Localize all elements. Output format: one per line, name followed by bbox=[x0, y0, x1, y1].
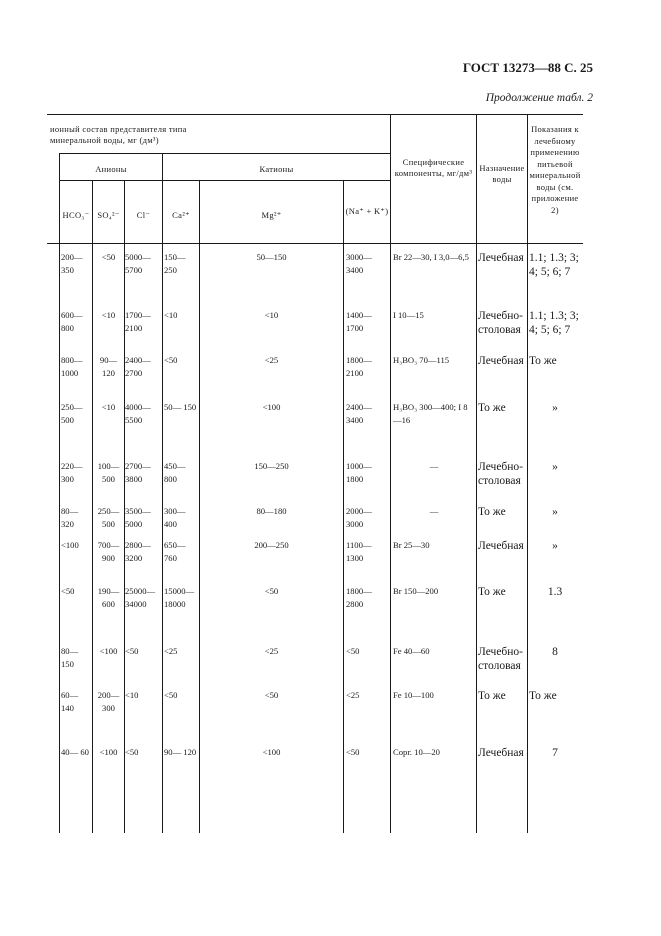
purpose-header: Назначение воды bbox=[479, 163, 525, 184]
table-cell-mg: <25 bbox=[264, 646, 279, 656]
table-cell-purpose: Лечебно- столовая bbox=[478, 310, 524, 336]
table-cell-nak: <25 bbox=[346, 690, 360, 700]
table-cell-comp: H₃BO₃ 300—400; I 8—16 bbox=[393, 402, 468, 425]
table-cell-purpose: Лечебно- столовая bbox=[478, 461, 524, 487]
table-cell-purpose: Лечебная bbox=[478, 540, 524, 552]
table-cell-ind: 1.3 bbox=[547, 586, 563, 598]
table-cell-hco3: <100 bbox=[61, 540, 79, 550]
table-cell-mg: 200—250 bbox=[254, 540, 289, 550]
table-cell-cl: <10 bbox=[125, 690, 139, 700]
table-cell-ca: <25 bbox=[164, 646, 178, 656]
table-cell-ca: 15000— 18000 bbox=[164, 586, 195, 609]
table-cell-hco3: 60— 140 bbox=[61, 690, 79, 713]
table-cell-so4: <10 bbox=[101, 310, 116, 320]
table-cell-purpose: Лечебно- столовая bbox=[478, 646, 524, 672]
table-cell-comp: Br 25—30 bbox=[393, 540, 430, 550]
table-continuation-label: Продолжение табл. 2 bbox=[485, 92, 593, 104]
header-bottom-rule bbox=[47, 243, 583, 244]
col-line bbox=[476, 114, 477, 833]
table-cell-mg: <100 bbox=[262, 747, 281, 757]
col-line bbox=[162, 153, 163, 833]
table-cell-purpose: Лечебная bbox=[478, 252, 524, 264]
table-cell-purpose: То же bbox=[478, 402, 506, 414]
indications-header: Показания к лечебному применению питьевой минеральной воды (см. приложение 2) bbox=[529, 124, 581, 215]
table-cell-ind: То же bbox=[529, 355, 557, 367]
table-cell-mg: 50—150 bbox=[256, 252, 287, 262]
table-cell-cl: 25000— 34000 bbox=[125, 586, 156, 609]
col-line bbox=[390, 114, 391, 833]
cl-header: Cl⁻ bbox=[136, 210, 151, 220]
na-k-header: (Na⁺ + K⁺) bbox=[345, 206, 389, 216]
table-cell-ca: 90— 120 bbox=[164, 747, 197, 757]
table-cell-comp: I 10—15 bbox=[393, 310, 424, 320]
table-cell-ca: 650— 760 bbox=[164, 540, 186, 563]
table-cell-nak: 3000— 3400 bbox=[346, 252, 372, 275]
table-cell-so4: 190— 600 bbox=[97, 586, 120, 609]
table-cell-ind: » bbox=[552, 540, 558, 552]
table-cell-mg: 80—180 bbox=[256, 506, 287, 516]
table-cell-comp: — bbox=[429, 461, 439, 471]
table-cell-ca: <10 bbox=[164, 310, 178, 320]
table-cell-mg: <50 bbox=[264, 586, 279, 596]
table-cell-ind: 7 bbox=[552, 747, 558, 759]
table-cell-ca: 150— 250 bbox=[164, 252, 186, 275]
table-cell-hco3: 40— 60 bbox=[61, 747, 89, 757]
table-cell-cl: 4000— 5500 bbox=[125, 402, 151, 425]
ca-header: Ca²⁺ bbox=[172, 210, 190, 220]
table-cell-ca: 50— 150 bbox=[164, 402, 197, 412]
table-top-rule bbox=[47, 114, 583, 115]
table-cell-mg: <25 bbox=[264, 355, 279, 365]
table-cell-cl: 2700— 3800 bbox=[125, 461, 151, 484]
table-cell-purpose: Лечебная bbox=[478, 355, 524, 367]
page-title: ГОСТ 13273—88 С. 25 bbox=[462, 60, 593, 75]
col-line bbox=[343, 180, 344, 833]
table-cell-ca: 300— 400 bbox=[164, 506, 186, 529]
table-cell-purpose: То же bbox=[478, 506, 506, 518]
table-cell-cl: 2800— 3200 bbox=[125, 540, 151, 563]
table-cell-hco3: 600— 800 bbox=[61, 310, 83, 333]
table-cell-nak: 1000— 1800 bbox=[346, 461, 372, 484]
table-cell-nak: 1100— 1300 bbox=[346, 540, 372, 563]
table-cell-comp: Br 150—200 bbox=[393, 586, 439, 596]
table-cell-ca: <50 bbox=[164, 690, 178, 700]
table-cell-nak: 2400— 3400 bbox=[346, 402, 372, 425]
table-cell-so4: 700— 900 bbox=[97, 540, 120, 563]
table-cell-nak: <50 bbox=[346, 646, 360, 656]
table-cell-cl: 3500— 5000 bbox=[125, 506, 151, 529]
table-cell-so4: <10 bbox=[101, 402, 116, 412]
components-header: Специфические компоненты, мг/дм³ bbox=[394, 157, 473, 178]
table-cell-so4: <100 bbox=[99, 646, 118, 656]
table-cell-ind: 8 bbox=[552, 646, 558, 658]
col-line bbox=[527, 114, 528, 833]
table-cell-hco3: 220— 300 bbox=[61, 461, 83, 484]
table-cell-so4: 100— 500 bbox=[97, 461, 120, 484]
table-cell-mg: <100 bbox=[262, 402, 281, 412]
table-cell-ind: » bbox=[552, 461, 558, 473]
table-cell-hco3: 200— 350 bbox=[61, 252, 83, 275]
table-cell-comp: Fe 10—100 bbox=[393, 690, 434, 700]
table-cell-ind: » bbox=[552, 506, 558, 518]
table-cell-comp: Br 22—30, I 3,0—6,5 bbox=[393, 252, 469, 262]
col-line bbox=[59, 153, 60, 833]
table-cell-nak: 2000— 3000 bbox=[346, 506, 372, 529]
anions-cations-top-rule bbox=[59, 153, 390, 154]
table-cell-nak: 1400— 1700 bbox=[346, 310, 372, 333]
table-cell-comp: H₃BO₃ 70—115 bbox=[393, 355, 450, 365]
ions-sub-rule bbox=[59, 180, 390, 181]
table-cell-comp: Fe 40—60 bbox=[393, 646, 430, 656]
table-cell-comp: Cорг. 10—20 bbox=[393, 747, 440, 757]
table-cell-hco3: 80— 320 bbox=[61, 506, 79, 529]
table-cell-ca: <50 bbox=[164, 355, 178, 365]
mg-header: Mg²⁺ bbox=[261, 210, 282, 220]
ionic-composition-header: ионный состав представителя типа минеральной воды, мг (дм³) bbox=[50, 124, 187, 145]
cations-header: Катионы bbox=[259, 164, 294, 174]
table-cell-hco3: <50 bbox=[61, 586, 75, 596]
hco3-header: HCO₃⁻ bbox=[62, 210, 90, 220]
table-cell-ind: 1.1; 1.3; 3; 4; 5; 6; 7 bbox=[529, 310, 579, 336]
anions-header: Анионы bbox=[95, 164, 127, 174]
table-cell-so4: 90— 120 bbox=[99, 355, 118, 378]
table-cell-ind: 1.1; 1.3; 3; 4; 5; 6; 7 bbox=[529, 252, 579, 278]
table-cell-mg: <50 bbox=[264, 690, 279, 700]
table-cell-hco3: 250— 500 bbox=[61, 402, 83, 425]
table-cell-cl: 5000— 5700 bbox=[125, 252, 151, 275]
table-cell-purpose: То же bbox=[478, 690, 506, 702]
table-cell-ind: То же bbox=[529, 690, 557, 702]
table-cell-hco3: 80— 150 bbox=[61, 646, 79, 669]
table-cell-ca: 450— 800 bbox=[164, 461, 186, 484]
table-cell-cl: <50 bbox=[125, 646, 139, 656]
table-cell-cl: <50 bbox=[125, 747, 139, 757]
table-cell-ind: » bbox=[552, 402, 558, 414]
table-cell-so4: 200— 300 bbox=[97, 690, 120, 713]
table-cell-nak: 1800— 2100 bbox=[346, 355, 372, 378]
so4-header: SO₄²⁻ bbox=[97, 210, 120, 220]
table-cell-nak: 1800— 2800 bbox=[346, 586, 372, 609]
table-cell-cl: 2400— 2700 bbox=[125, 355, 151, 378]
table-cell-comp: — bbox=[429, 506, 439, 516]
table-cell-so4: <100 bbox=[99, 747, 118, 757]
table-cell-cl: 1700— 2100 bbox=[125, 310, 151, 333]
table-cell-nak: <50 bbox=[346, 747, 360, 757]
table-cell-hco3: 800— 1000 bbox=[61, 355, 83, 378]
table-cell-purpose: То же bbox=[478, 586, 506, 598]
table-cell-so4: 250— 500 bbox=[97, 506, 120, 529]
table-cell-so4: <50 bbox=[101, 252, 116, 262]
table-cell-mg: 150—250 bbox=[254, 461, 289, 471]
table-cell-purpose: Лечебная bbox=[478, 747, 524, 759]
table-cell-mg: <10 bbox=[264, 310, 279, 320]
